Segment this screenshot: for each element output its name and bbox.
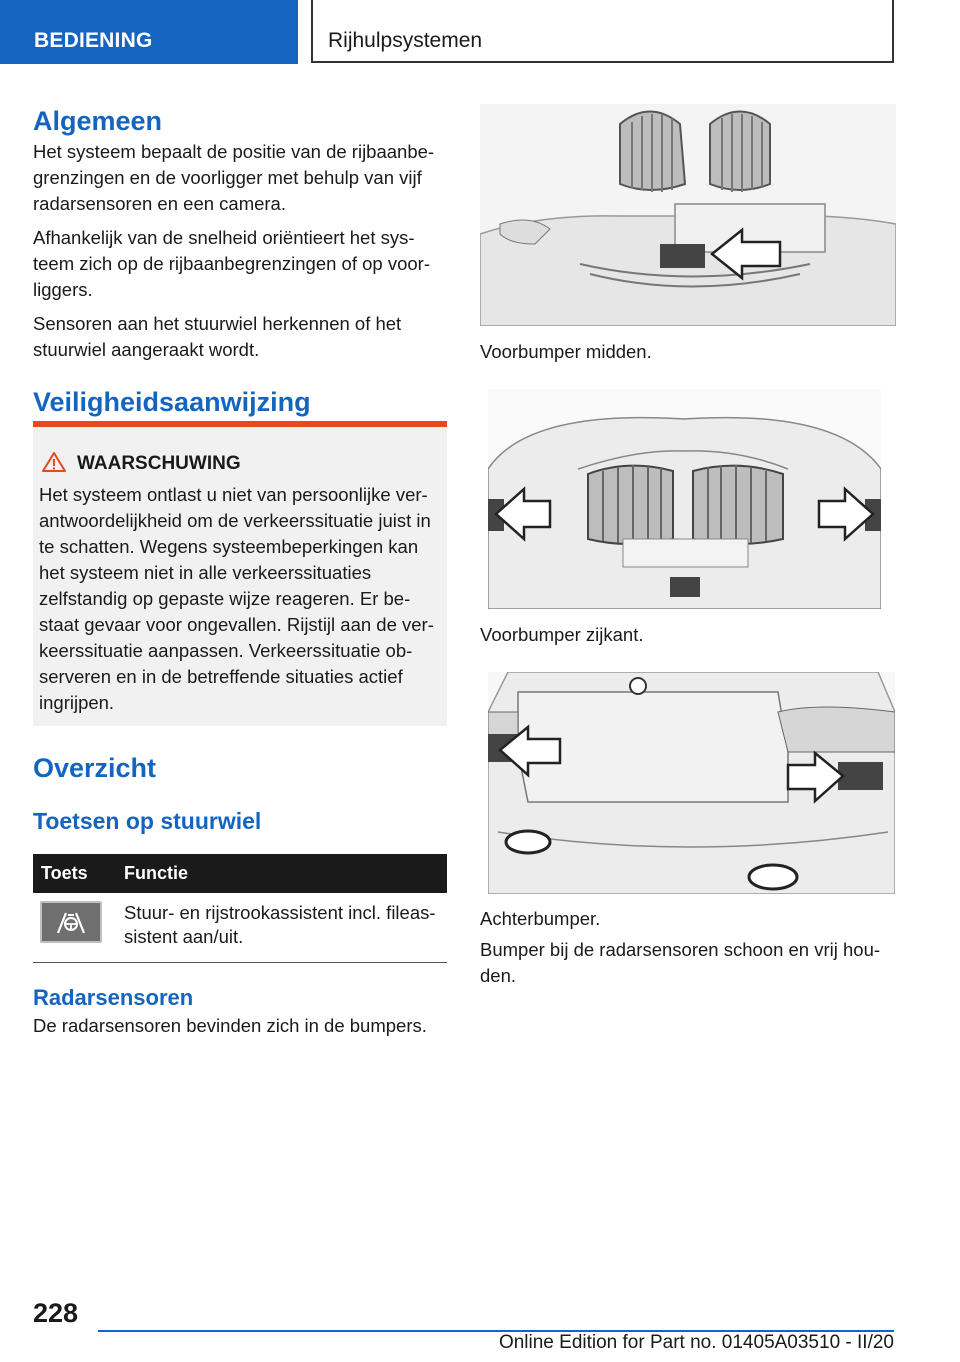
front-center-caption: Voorbumper midden. [480, 341, 652, 362]
radarsensoren-heading: Radarsensoren [33, 985, 194, 1010]
overzicht-section [33, 750, 447, 836]
algemeen-paragraph-1: Het systeem bepaalt de positie van de rijbaanbegrenzingen en de voorligger met behulp van vijf radarsensoren en een camera. [33, 141, 435, 214]
chapter-tab [311, 0, 894, 63]
table-header-toets: Toets [33, 854, 116, 893]
lane-assist-icon [40, 901, 102, 943]
warning-box [33, 421, 447, 726]
warning-label: WAARSCHUWING [77, 453, 241, 474]
warning-text: Het systeem ontlast u niet van persoonlijke verantwoordelijkheid om de verkeerssituatie juist in te schatten. Wegens systeembeperkingen kan het systeem niet in alle verkeerssituaties zelfstandig op gepaste wijze reageren. Er bestaat gevaar voor ongevallen. Rijstijl aan de verkeerssituatie aanpassen. Verkeerssituatie observeren en in de betreffende situaties actief ingrijpen. [39, 484, 434, 713]
footer-edition: Online Edition for Part no. 01405A03510 - II/20 [498, 1332, 894, 1353]
algemeen-heading: Algemeen [33, 106, 163, 136]
algemeen-paragraph-3: Sensoren aan het stuurwiel herkennen of het stuurwiel aangeraakt wordt. [33, 313, 402, 360]
page-number: 228 [33, 1298, 79, 1328]
left-column [33, 100, 447, 420]
table-row [33, 893, 447, 963]
overzicht-heading: Overzicht [33, 753, 157, 783]
rear-bumper-image [488, 672, 895, 894]
front-bumper-center-image [480, 104, 896, 326]
warning-triangle-icon [41, 451, 67, 473]
cleaning-note: Bumper bij de radarsensoren schoon en vrij houden. [480, 939, 881, 986]
front-bumper-side-image [488, 389, 881, 609]
radarsensoren-text: De radarsensoren bevinden zich in de bumpers. [33, 1015, 427, 1036]
section-tab [0, 0, 298, 64]
section-label: BEDIENING [34, 29, 153, 52]
toetsen-heading: Toetsen op stuurwiel [33, 808, 262, 834]
front-side-caption: Voorbumper zijkant. [480, 624, 644, 645]
table-header-functie: Functie [116, 854, 447, 893]
table-cell-function: Stuur- en rijstrookassistent incl. fileassistent aan/uit. [116, 893, 447, 963]
rear-caption: Achterbumper. [480, 908, 601, 929]
table-cell-icon [33, 893, 116, 963]
algemeen-paragraph-2: Afhankelijk van de snelheid oriëntieert het systeem zich op de rijbaanbegrenzingen of op voorliggers. [33, 227, 430, 300]
radarsensoren-section [33, 983, 447, 1039]
veiligheid-heading: Veiligheidsaanwijzing [33, 387, 311, 417]
keys-table [33, 854, 447, 963]
chapter-label: Rijhulpsystemen [328, 29, 483, 52]
